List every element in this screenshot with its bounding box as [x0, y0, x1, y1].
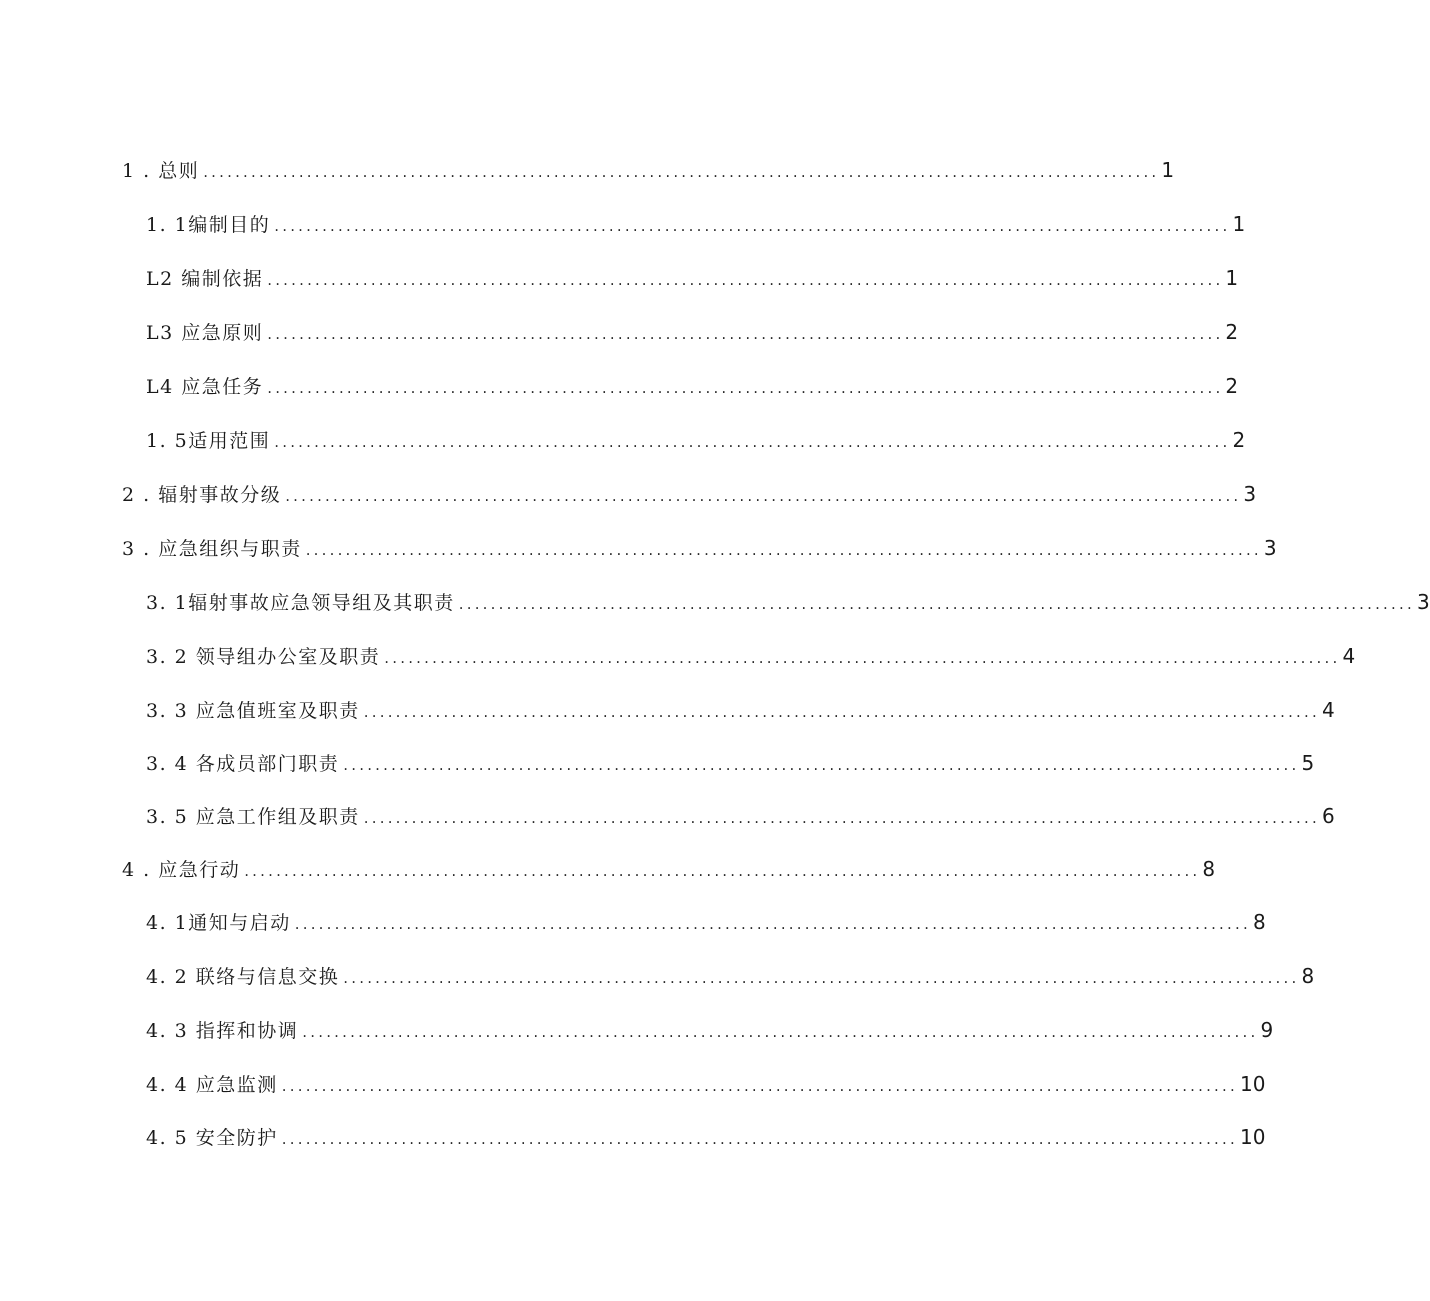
toc-leader-dots: ........................................................................................................................ [343, 969, 1300, 987]
toc-entry[interactable] [146, 372, 1239, 402]
toc-entry-title: 4. 4 应急监测 [146, 1074, 278, 1096]
toc-leader-dots: ........................................................................................................................ [274, 217, 1231, 235]
toc-entry-title: 3. 5 应急工作组及职责 [146, 806, 360, 828]
toc-entry-title: 3. 1辐射事故应急领导组及其职责 [146, 592, 455, 614]
toc-leader-dots: ........................................................................................................................ [285, 487, 1242, 505]
toc-entry-title: 4 . 应急行动 [122, 859, 241, 881]
toc-page-number: 1 [1161, 158, 1175, 182]
toc-entry-title: 4. 2 联络与信息交换 [146, 966, 340, 988]
toc-entry[interactable] [122, 480, 1257, 510]
toc-page-number: 8 [1202, 857, 1216, 881]
toc-page-number: 3 [1263, 536, 1277, 560]
toc-entry-title: 3 . 应急组织与职责 [122, 538, 302, 560]
toc-page-number: 1 [1232, 212, 1246, 236]
toc-entry[interactable] [122, 534, 1277, 564]
toc-entry-title: L4 应急任务 [146, 376, 264, 398]
toc-leader-dots: ........................................................................................................................ [305, 541, 1262, 559]
toc-entry[interactable] [146, 802, 1335, 832]
toc-leader-dots: ........................................................................................................................ [281, 1130, 1238, 1148]
toc-entry-title: L3 应急原则 [146, 322, 264, 344]
toc-entry[interactable] [146, 749, 1315, 779]
toc-page-number: 9 [1260, 1018, 1274, 1042]
toc-entry[interactable] [146, 642, 1356, 672]
toc-page-number: 1 [1225, 266, 1239, 290]
toc-leader-dots: ........................................................................................................................ [267, 271, 1224, 289]
toc-page-number: 3 [1416, 590, 1430, 614]
toc-entry[interactable] [146, 908, 1266, 938]
toc-entry-title: 4. 3 指挥和协调 [146, 1020, 299, 1042]
toc-entry-title: 1 . 总则 [122, 160, 200, 182]
toc-leader-dots: ........................................................................................................................ [363, 703, 1320, 721]
toc-leader-dots: ........................................................................................................................ [302, 1023, 1259, 1041]
toc-page-number: 8 [1301, 964, 1315, 988]
toc-leader-dots: ........................................................................................................................ [274, 433, 1231, 451]
toc-page-number: 10 [1239, 1072, 1266, 1096]
toc-page-number: 6 [1321, 804, 1335, 828]
toc-entry-title: L2 编制依据 [146, 268, 264, 290]
toc-page-number: 10 [1239, 1125, 1266, 1149]
toc-leader-dots: ........................................................................................................................ [267, 379, 1224, 397]
toc-leader-dots: ........................................................................................................................ [294, 915, 1251, 933]
toc-entry-title: 2 . 辐射事故分级 [122, 484, 282, 506]
toc-page-number: 3 [1243, 482, 1257, 506]
toc-leader-dots: ........................................................................................................................ [384, 649, 1341, 667]
toc-leader-dots: ........................................................................................................................ [244, 862, 1201, 880]
toc-entry[interactable] [146, 588, 1430, 618]
toc-leader-dots: ........................................................................................................................ [363, 809, 1320, 827]
toc-entry-title: 1. 5适用范围 [146, 430, 271, 452]
toc-page-number: 2 [1232, 428, 1246, 452]
toc-leader-dots: ........................................................................................................................ [267, 325, 1224, 343]
toc-page-number: 2 [1225, 320, 1239, 344]
toc-entry[interactable] [122, 156, 1175, 186]
toc-entry[interactable] [146, 426, 1246, 456]
toc-entry-title: 3. 3 应急值班室及职责 [146, 700, 360, 722]
toc-entry-title: 1. 1编制目的 [146, 214, 271, 236]
toc-page-number: 8 [1252, 910, 1266, 934]
toc-leader-dots: ........................................................................................................................ [281, 1077, 1238, 1095]
toc-entry[interactable] [146, 318, 1239, 348]
toc-page-number: 2 [1225, 374, 1239, 398]
toc-leader-dots: ........................................................................................................................ [203, 163, 1160, 181]
toc-page-number: 5 [1301, 751, 1315, 775]
toc-entry-title: 4. 1通知与启动 [146, 912, 291, 934]
toc-entry[interactable] [146, 210, 1246, 240]
toc-entry-title: 3. 4 各成员部门职责 [146, 753, 340, 775]
toc-leader-dots: ........................................................................................................................ [343, 756, 1300, 774]
toc-entry[interactable] [146, 1070, 1266, 1100]
toc-entry[interactable] [122, 855, 1216, 885]
toc-entry[interactable] [146, 962, 1315, 992]
toc-entry-title: 4. 5 安全防护 [146, 1127, 278, 1149]
toc-entry-title: 3. 2 领导组办公室及职责 [146, 646, 381, 668]
toc-entry[interactable] [146, 1016, 1274, 1046]
toc-leader-dots: ........................................................................................................................ [458, 595, 1415, 613]
toc-entry[interactable] [146, 696, 1335, 726]
toc-entry[interactable] [146, 1123, 1266, 1153]
toc-page-number: 4 [1321, 698, 1335, 722]
toc-entry[interactable] [146, 264, 1239, 294]
toc-page-number: 4 [1342, 644, 1356, 668]
